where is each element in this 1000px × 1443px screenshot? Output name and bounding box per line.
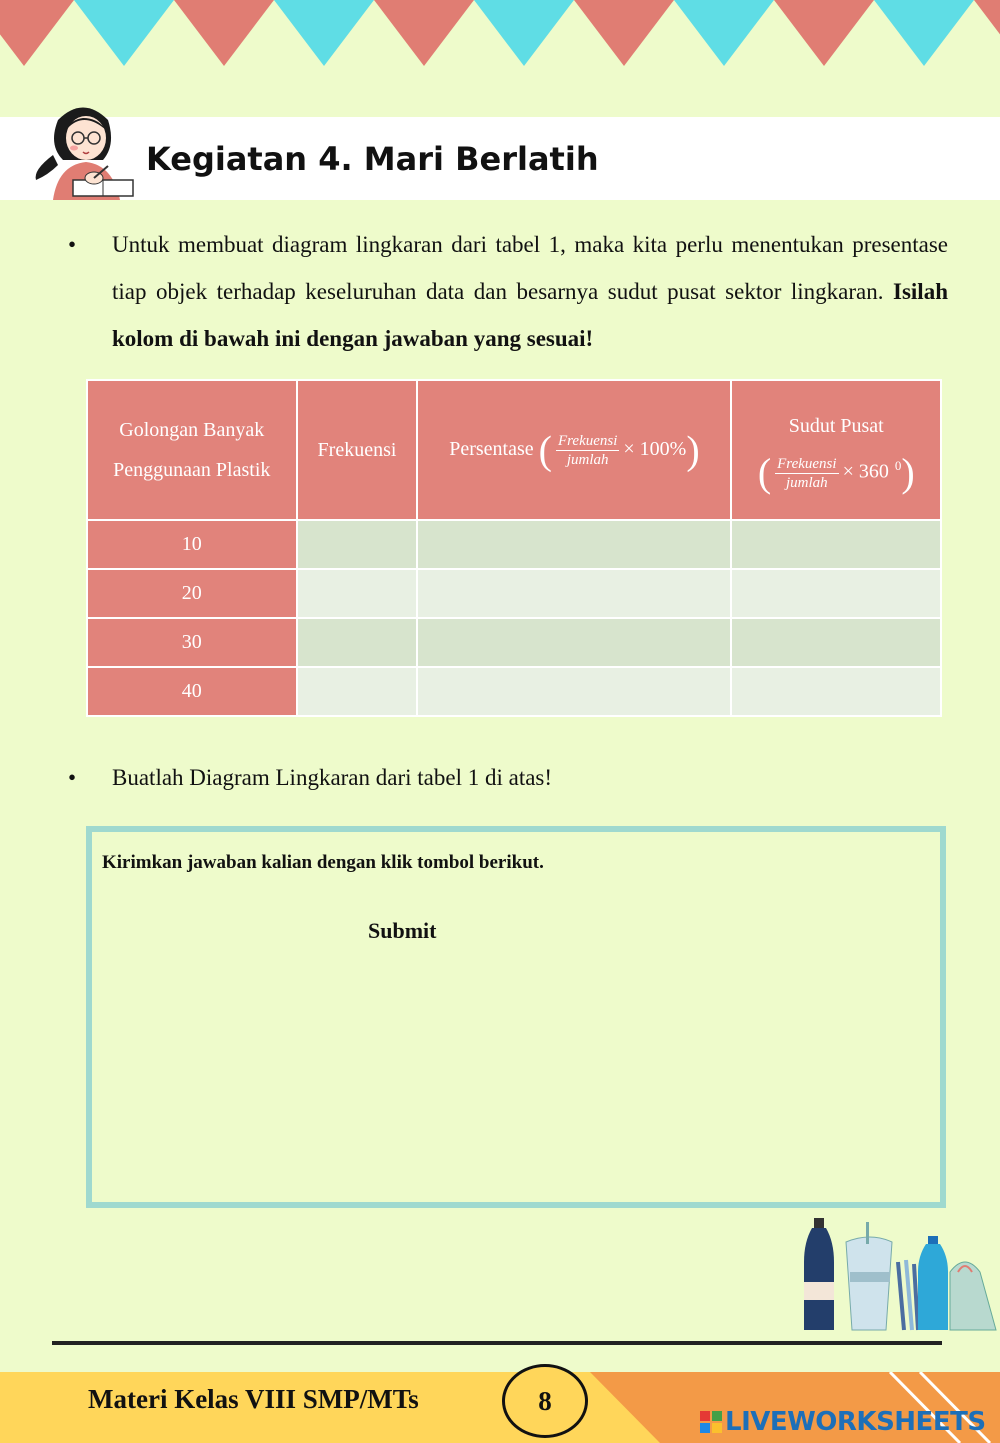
header-persentase: Persentase ( $\frac{\text{Frekuensi}}{\text{jumlah}}$ × 100%): [417, 380, 731, 520]
persentase-input-40[interactable]: [417, 667, 731, 716]
answer-box: [86, 826, 946, 1208]
instruction-1-text: Untuk membuat diagram lingkaran dari tabel 1, maka kita perlu menentukan presentase tiap objek terhadap keseluruhan data dan besarnya sudut pusat sektor lingkaran. Isilah kolom di bawah ini dengan jawaban yang sesuai!: [112, 232, 948, 351]
plastic-bottles-icon: [800, 1212, 1000, 1334]
liveworksheets-text: LIVEWORKSHEETS: [725, 1407, 986, 1437]
frekuensi-input-10[interactable]: [297, 520, 418, 569]
table-row: [87, 667, 941, 716]
frequency-table: [86, 379, 942, 717]
sudut-input-30[interactable]: [731, 618, 941, 667]
page-title: Kegiatan 4. Mari Berlatih: [146, 140, 599, 178]
header-golongan: Golongan Banyak Penggunaan Plastik: [87, 380, 297, 520]
bullet-1: •: [68, 232, 77, 257]
instruction-paragraph-2: [68, 754, 948, 801]
bunting-decoration: [0, 0, 1000, 72]
student-mascot-icon: [28, 100, 138, 200]
footer-subject: Materi Kelas VIII SMP/MTs: [88, 1384, 419, 1414]
table-row: [87, 618, 941, 667]
sudut-input-40[interactable]: [731, 667, 941, 716]
header-sudut-pusat: Sudut Pusat ( $\frac{\text{Frekuensi}}{\text{jumlah}}$ × 360 $^0$): [731, 380, 941, 520]
row-label: 40: [87, 667, 297, 716]
submit-button[interactable]: Submit: [368, 918, 437, 943]
footer-divider: [52, 1341, 942, 1345]
answer-instruction: Kirimkan jawaban kalian dengan klik tombol berikut.: [102, 852, 544, 873]
frekuensi-input-40[interactable]: [297, 667, 418, 716]
header-frekuensi: Frekuensi: [297, 380, 418, 520]
table-row: [87, 520, 941, 569]
page-number: 8: [502, 1364, 588, 1438]
persentase-formula: $\frac{\text{Frekuensi}}{\text{jumlah}}$: [557, 433, 618, 469]
row-label: 20: [87, 569, 297, 618]
liveworksheets-logo-icon: [700, 1411, 722, 1433]
row-label: 10: [87, 520, 297, 569]
bullet-2: •: [68, 765, 77, 790]
table-row: [87, 569, 941, 618]
row-label: 30: [87, 618, 297, 667]
persentase-input-30[interactable]: [417, 618, 731, 667]
persentase-input-10[interactable]: [417, 520, 731, 569]
instruction-paragraph-1: [68, 221, 948, 362]
liveworksheets-brand: [700, 1405, 986, 1439]
instruction-2-text: Buatlah Diagram Lingkaran dari tabel 1 di atas!: [112, 765, 553, 790]
sudut-input-10[interactable]: [731, 520, 941, 569]
frekuensi-input-30[interactable]: [297, 618, 418, 667]
sudut-input-20[interactable]: [731, 569, 941, 618]
persentase-input-20[interactable]: [417, 569, 731, 618]
frekuensi-input-20[interactable]: [297, 569, 418, 618]
sudut-formula: $\frac{\text{Frekuensi}}{\text{jumlah}}$: [777, 456, 837, 492]
